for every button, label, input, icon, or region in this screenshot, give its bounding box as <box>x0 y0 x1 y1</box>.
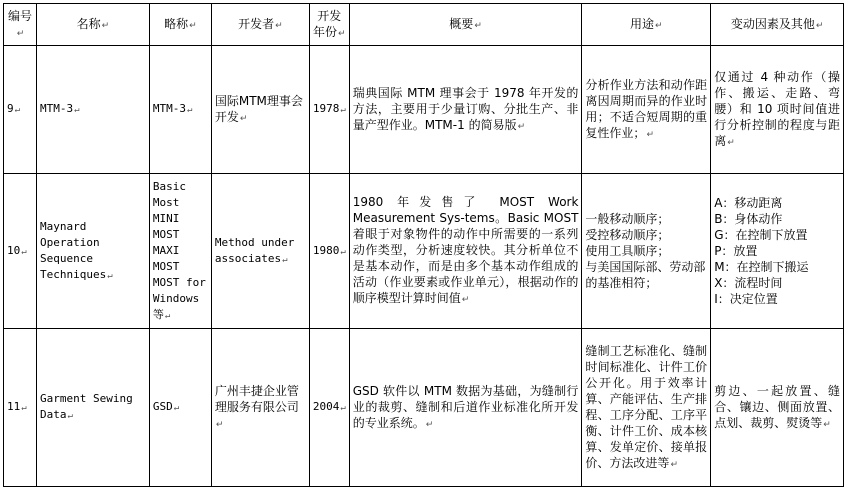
cell-year: 1980↵ <box>309 174 349 329</box>
cell-usage: 分析作业方法和动作距离因周期而异的作业时用；不适合短周期的重复性作业；↵ <box>582 46 711 174</box>
cell-usage: 缝制工艺标准化、缝制时间标准化、计件工价公开化。用于效率计算、产能评估、生产排程、工序分配、工序平衡、计件工价、成本核算、发单定价、接单报价、方法改进等↵ <box>582 329 711 487</box>
header-factors: 变动因素及其他↵ <box>711 4 844 46</box>
cell-developer: 国际MTM理事会开发↵ <box>211 46 309 174</box>
cell-summary: 1980 年发售了 MOST Work Measurement Sys-tems。Basic MOST 着眼于对象物件的动作中所需要的一系列动作类型，分析速度较快。其分析单位不是基本动作，而是由多个基本动作组成的活动（作业要素或作业单元），根据动作的顺序模型计算时间值↵ <box>349 174 582 329</box>
factor-line: M：在控制下搬运 <box>714 260 809 274</box>
usage-line: 与美国国际部、劳动部的基准相符； <box>585 260 706 290</box>
cell-abbr: GSD↵ <box>149 329 211 487</box>
cell-name: Garment Sewing Data↵ <box>36 329 149 487</box>
cell-developer: 广州丰捷企业管理服务有限公司↵ <box>211 329 309 487</box>
factor-line: I：决定位置 <box>714 292 778 306</box>
cell-name: MTM-3↵ <box>36 46 149 174</box>
cell-no: 11↵ <box>4 329 37 487</box>
header-row <box>4 4 844 46</box>
usage-line: 一般移动顺序； <box>585 212 670 226</box>
cell-developer: Method under associates↵ <box>211 174 309 329</box>
method-comparison-table <box>3 3 844 487</box>
cell-name: Maynard Operation Sequence Techniques↵ <box>36 174 149 329</box>
cell-summary: GSD 软件以 MTM 数据为基础，为缝制行业的裁剪、缝制和后道作业标准化所开发的专业系统。↵ <box>349 329 582 487</box>
factor-line: B：身体动作 <box>714 212 783 226</box>
header-summary: 概要↵ <box>349 4 582 46</box>
factor-line: P：放置 <box>714 244 758 258</box>
cell-summary: 瑞典国际 MTM 理事会于 1978 年开发的方法，主要用于少量订购、分批生产、非量产型作业。MTM-1 的简易版↵ <box>349 46 582 174</box>
cell-factors: 剪边、一起放置、缝合、镶边、侧面放置、点划、裁剪、熨烫等↵ <box>711 329 844 487</box>
cell-abbr: MTM-3↵ <box>149 46 211 174</box>
header-no: 编号↵ <box>4 4 37 46</box>
usage-line: 受控移动顺序； <box>585 228 670 242</box>
cell-abbr: Basic Most MINI MOST MAXI MOST MOST for Windows 等↵ <box>149 174 211 329</box>
cell-usage <box>582 174 711 329</box>
cell-no: 9↵ <box>4 46 37 174</box>
cell-factors: 仅通过 4 种动作（操作、搬运、走路、弯腰）和 10 项时间值进行分析控制的程度与距离↵ <box>711 46 844 174</box>
factor-line: X：流程时间 <box>714 276 783 290</box>
header-name: 名称↵ <box>36 4 149 46</box>
cell-no: 10↵ <box>4 174 37 329</box>
table-row <box>4 174 844 329</box>
table-row <box>4 46 844 174</box>
header-abbr: 略称↵ <box>149 4 211 46</box>
factor-line: G：在控制下放置 <box>714 228 808 242</box>
cell-year: 1978↵ <box>309 46 349 174</box>
header-usage: 用途↵ <box>582 4 711 46</box>
factor-line: A：移动距离 <box>714 196 783 210</box>
usage-line: 使用工具顺序； <box>585 244 670 258</box>
cell-factors <box>711 174 844 329</box>
cell-year: 2004↵ <box>309 329 349 487</box>
table-row <box>4 329 844 487</box>
header-year: 开发年份↵ <box>309 4 349 46</box>
header-developer: 开发者↵ <box>211 4 309 46</box>
